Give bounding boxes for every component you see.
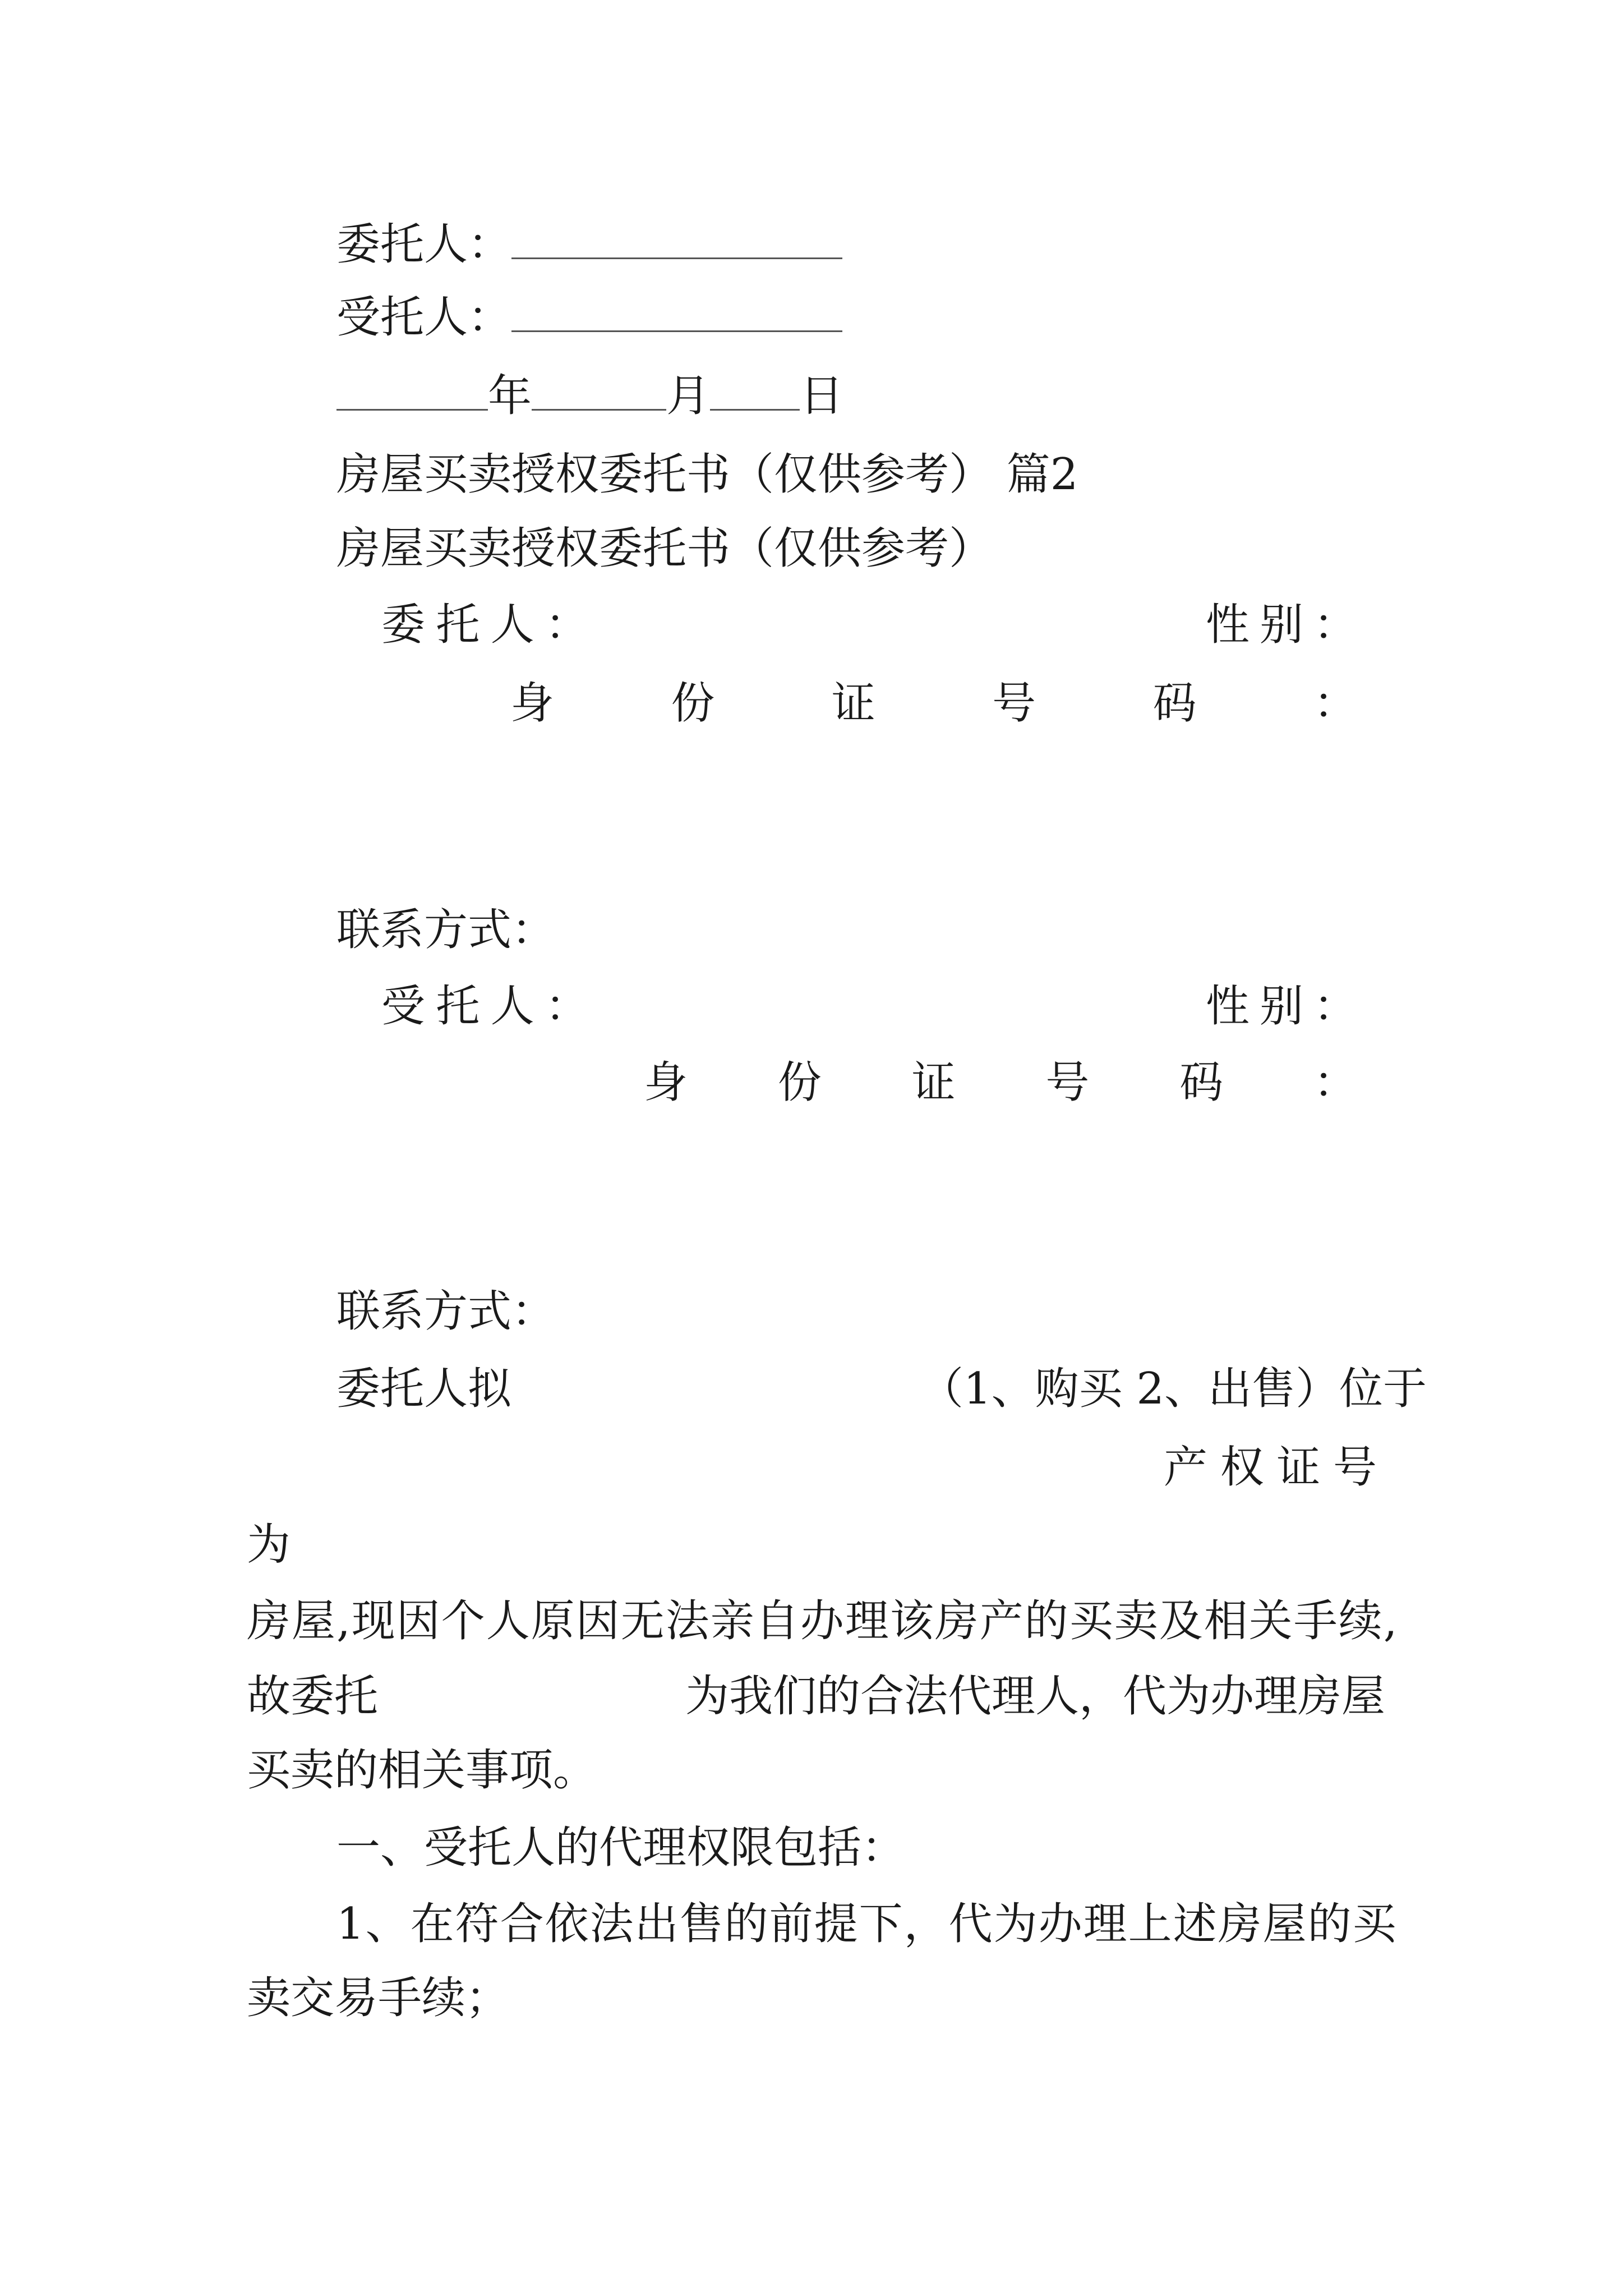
intent-start: 委托人拟 — [336, 1364, 512, 1414]
agent-id-char: ： — [1313, 1057, 1357, 1108]
item1-line1: 1、在符合依法出售的前提下，代为办理上述房屋的买 — [336, 1899, 1398, 1949]
principal-contact-label: 联系方式： — [336, 905, 556, 955]
cert-char: 证 — [1276, 1442, 1321, 1493]
intent-options: （1、购买 2、出售）位于 — [920, 1364, 1427, 1414]
month-blank[interactable] — [532, 370, 666, 411]
agent-name-char: ： — [545, 981, 589, 1032]
principal-gender-char: 性 — [1206, 600, 1250, 650]
agent-id-char: 身 — [644, 1057, 688, 1108]
principal-signature-line — [336, 218, 842, 272]
agent-id-char: 份 — [777, 1057, 822, 1108]
agent-name-char: 托 — [436, 981, 480, 1032]
agent-name-label — [381, 979, 589, 1033]
principal-id-char: 证 — [831, 678, 875, 729]
principal-name-char: 托 — [436, 600, 480, 650]
agent-signature-line — [336, 291, 842, 344]
delegate-start: 故委托 — [247, 1671, 379, 1722]
principal-gender-char: 别 — [1259, 600, 1303, 650]
reason-text: 房屋,现因个人原因无法亲自办理该房产的买卖及相关手续, — [247, 1596, 1399, 1646]
scope-heading: 一、受托人的代理权限包括： — [336, 1823, 906, 1873]
property-cert-label — [1164, 1441, 1377, 1494]
agent-contact-label: 联系方式： — [336, 1286, 556, 1337]
section-heading: 房屋买卖授权委托书（仅供参考） 篇2 — [336, 449, 1078, 500]
agent-signature-label: 受托人： — [336, 292, 512, 343]
principal-signature-label: 委托人： — [336, 219, 512, 270]
agent-id-label — [644, 1056, 1357, 1110]
document-title: 房屋买卖授权委托书（仅供参考） — [336, 523, 993, 574]
agent-id-char: 证 — [911, 1057, 956, 1108]
principal-name-char: 人 — [490, 600, 534, 650]
agent-name-char: 人 — [490, 981, 534, 1032]
agent-id-char: 号 — [1045, 1057, 1090, 1108]
principal-id-char: ： — [1313, 678, 1357, 729]
matters-text: 买卖的相关事项。 — [247, 1745, 597, 1796]
principal-signature-blank[interactable] — [511, 218, 842, 259]
year-blank[interactable] — [336, 370, 488, 411]
delegate-end: 为我们的合法代理人，代为办理房屋 — [685, 1671, 1386, 1722]
agent-gender-char: 性 — [1206, 981, 1250, 1032]
principal-id-char: 号 — [992, 678, 1036, 729]
item1-line2: 卖交易手续； — [247, 1973, 510, 2023]
agent-name-char: 受 — [381, 981, 426, 1032]
signature-date-line — [336, 369, 843, 423]
cert-char: 权 — [1220, 1442, 1264, 1493]
cert-char: 产 — [1164, 1442, 1208, 1493]
cert-char: 号 — [1332, 1442, 1377, 1493]
principal-name-char: ： — [545, 600, 589, 650]
agent-signature-blank[interactable] — [511, 291, 842, 332]
principal-id-char: 身 — [510, 678, 555, 729]
principal-id-char: 码 — [1152, 678, 1197, 729]
agent-id-char: 码 — [1179, 1057, 1224, 1108]
wei-text: 为 — [247, 1520, 291, 1570]
year-label: 年 — [488, 371, 532, 421]
agent-gender-char: 别 — [1259, 981, 1303, 1032]
principal-name-char: 委 — [381, 600, 426, 650]
day-blank[interactable] — [710, 370, 800, 411]
principal-gender-label — [1206, 598, 1357, 652]
principal-name-label — [381, 598, 589, 652]
agent-gender-label — [1206, 979, 1357, 1033]
principal-id-char: 份 — [671, 678, 715, 729]
month-label: 月 — [666, 371, 711, 421]
principal-gender-char: ： — [1313, 600, 1357, 650]
day-label: 日 — [800, 371, 844, 421]
principal-id-label — [510, 677, 1357, 730]
agent-gender-char: ： — [1313, 981, 1357, 1032]
